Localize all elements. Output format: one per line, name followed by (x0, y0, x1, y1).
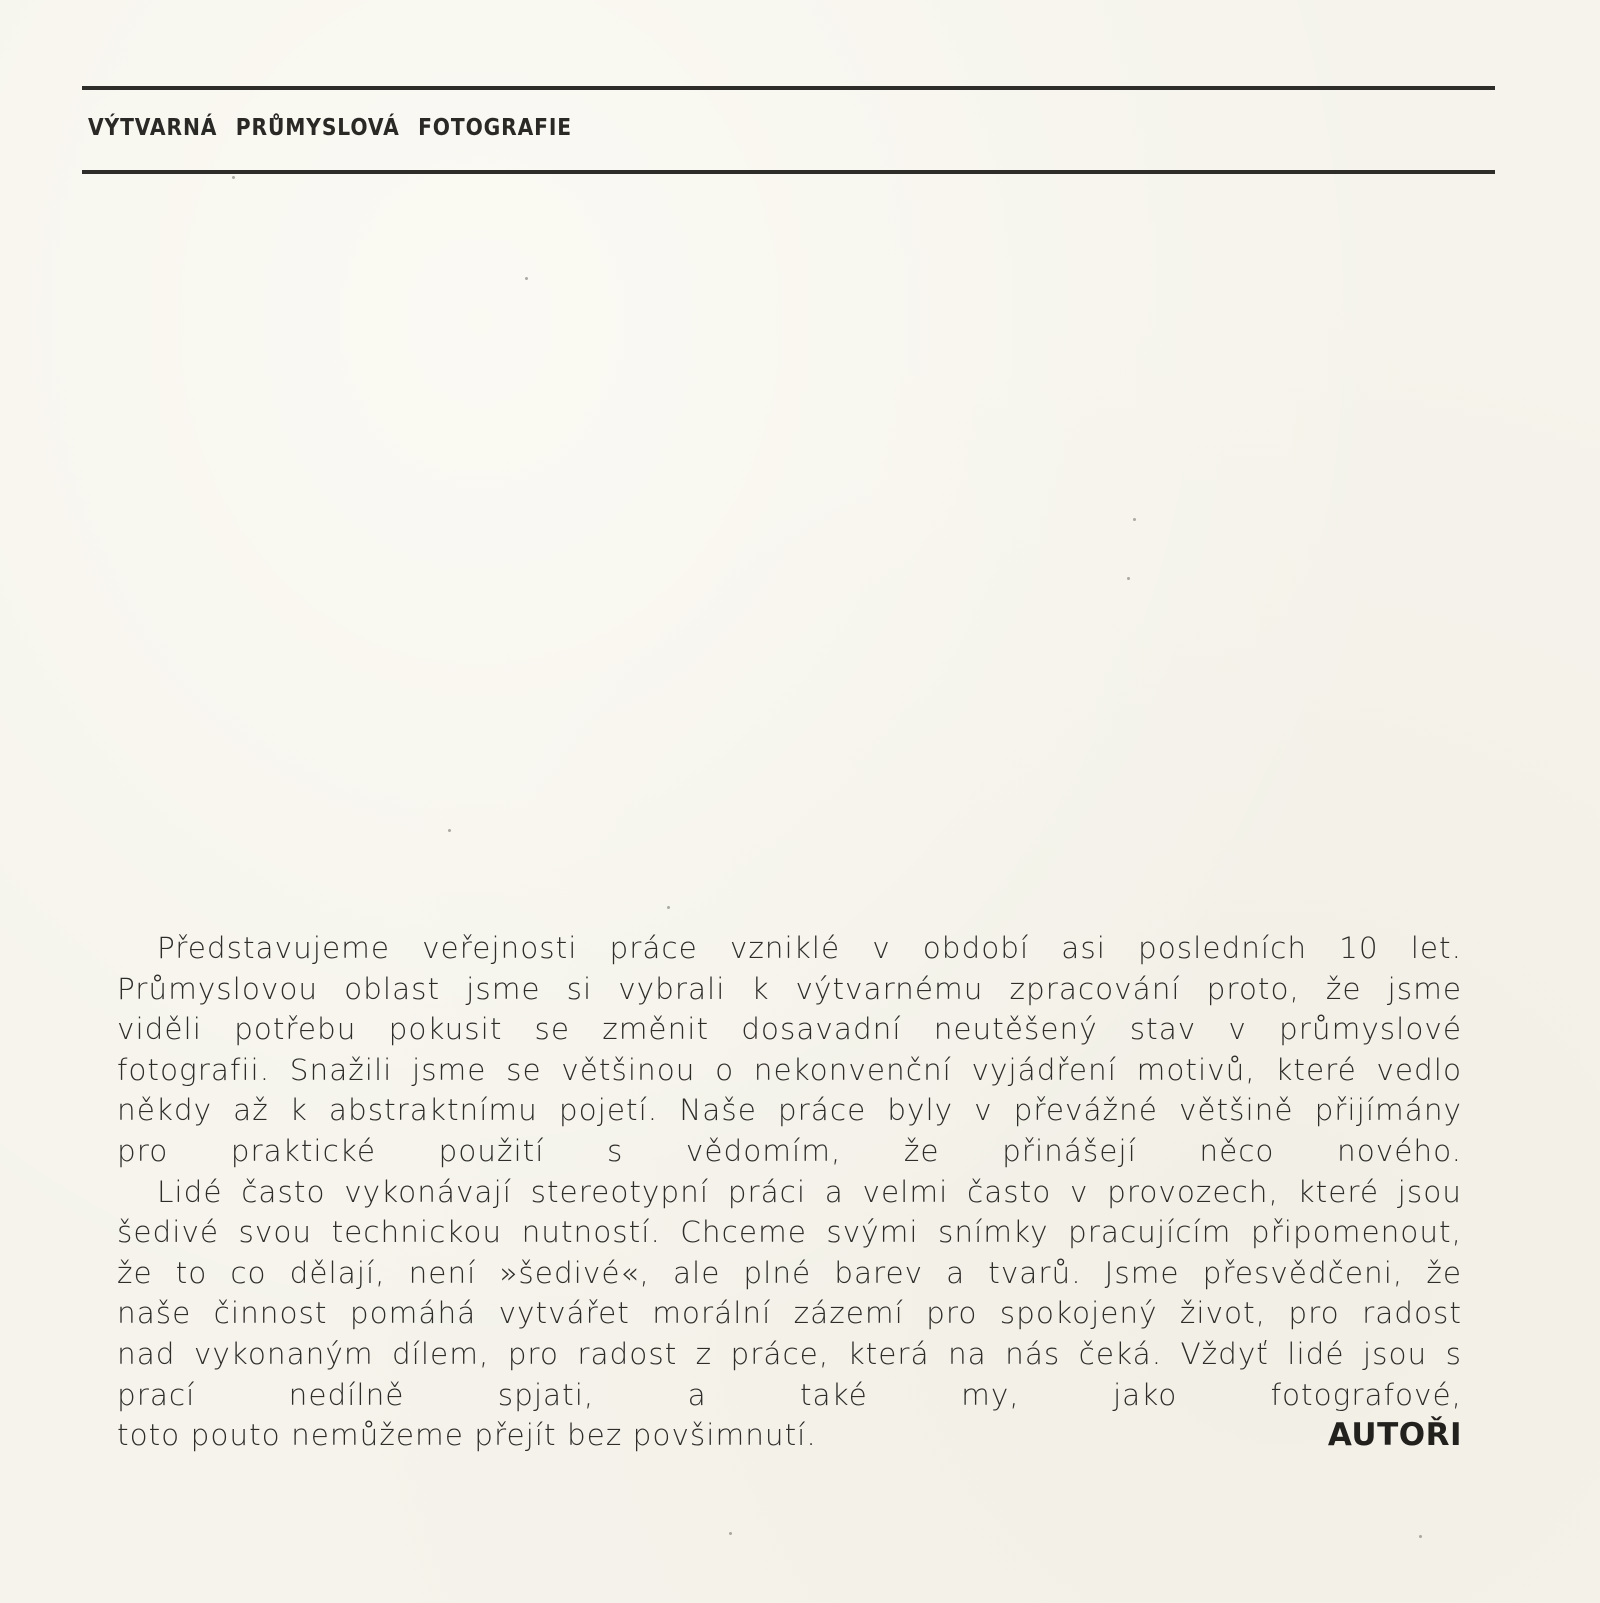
header-bottom-rule (82, 170, 1495, 174)
signature: AUTOŘI (1327, 1417, 1462, 1454)
body-text (117, 928, 1462, 1456)
closing-line (117, 1415, 1462, 1456)
paper-speck (448, 829, 451, 832)
paper-speck (1127, 577, 1130, 580)
paper-speck (1133, 518, 1136, 521)
paper-speck (729, 1532, 732, 1535)
paragraph-2: Lidé často vykonávají stereotypní práci a velmi často v provozech, které jsou šedivé svou technickou nutností. Chceme svými snímky pracujícím připomenout, že to co dělají, není »šedivé«, ale plné barev a tvarů. Jsme přesvědčeni, že naše činnost pomáhá vytvářet morální zázemí pro spokojený život, pro radost nad vykonaným dílem, pro radost z práce, která na nás čeká. Vždyť lidé jsou s prací nedílně spjati, a také my, jako fotografové, (117, 1174, 1462, 1412)
header-top-rule (82, 86, 1495, 90)
paper-speck (232, 176, 235, 179)
paragraph-2-end: toto pouto nemůžeme přejít bez povšimnutí. (117, 1418, 817, 1453)
paragraph-1: Představujeme veřejnosti práce vzniklé v období asi posledních 10 let. Průmyslovou oblast jsme si vybrali k výtvarnému zpracování proto, že jsme viděli potřebu pokusit se změnit dosavadní neutěšený stav v průmyslové fotografii. Snažili jsme se většinou o nekonvenční vyjádření motivů, které vedlo někdy až k abstraktnímu pojetí. Naše práce byly v převážné většině přijímány pro praktické použití s vědomím, že přinášejí něco nového. (117, 931, 1462, 1168)
paper-speck (525, 277, 528, 280)
paper-speck (1419, 1535, 1422, 1538)
paper-speck (667, 906, 670, 909)
header-title: VÝTVARNÁ PRŮMYSLOVÁ FOTOGRAFIE (88, 115, 572, 141)
